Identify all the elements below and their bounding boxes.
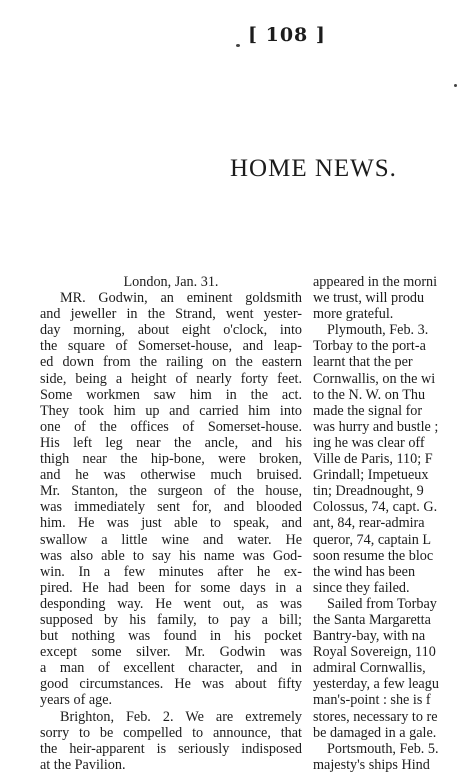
text-line: a man of excellent character, and in [40, 660, 302, 677]
text-line: pired. He had been for some days in a [40, 579, 302, 596]
text-line: good circumstances. He was about fifty [40, 676, 302, 693]
text-line: Grindall; Impetueux [313, 467, 429, 484]
text-line: and jeweller in the Strand, went yester- [40, 306, 302, 323]
text-line: Portsmouth, Feb. 5. [327, 740, 439, 757]
text-line: London, Jan. 31. [123, 274, 219, 290]
text-line: thigh near the hip-bone, were broken, [40, 451, 302, 468]
text-line: Cornwallis, on the wi [313, 370, 436, 387]
text-line: Mr. Stanton, the surgeon of the house, [40, 483, 302, 500]
text-line: learnt that the per [313, 354, 413, 371]
text-line: Royal Sovereign, 110 [313, 644, 436, 661]
text-line: ing he was clear off [313, 434, 425, 451]
text-line: admiral Cornwallis, [313, 660, 426, 677]
text-line: was also able to say his name was God- [40, 547, 302, 564]
text-line: man's-point : she is f [313, 692, 431, 709]
text-line: Some workmen saw him in the act. [40, 386, 302, 403]
text-line: and he was otherwise much bruised. [40, 467, 302, 484]
text-line: was hurry and bustle ; [313, 418, 439, 435]
text-line: appeared in the morni [313, 274, 438, 290]
text-line: the Santa Margaretta [313, 611, 431, 628]
page-heading: HOME NEWS. [230, 155, 397, 182]
text-line: made the signal for [313, 402, 423, 419]
text-line: the heir-apparent is seriously indisposed [40, 740, 302, 757]
text-line: ant, 84, rear-admira [313, 515, 425, 532]
text-line: stores, necessary to re [313, 708, 438, 725]
text-line: tin; Dreadnought, 9 [313, 483, 424, 500]
ink-speck [236, 44, 240, 47]
text-line: Brighton, Feb. 2. We are extremely [60, 708, 302, 725]
text-line: day morning, about eight o'clock, into [40, 322, 302, 339]
text-line: the square of Somerset-house, and leap- [40, 338, 302, 355]
text-line: at the Pavilion. [40, 756, 126, 773]
left-column [40, 274, 302, 773]
text-line: ed down from the railing on the eastern [40, 354, 302, 371]
text-line: him. He was just able to speak, and [40, 515, 302, 532]
text-line: to the N. W. on Thu [313, 386, 426, 403]
text-line: Colossus, 74, capt. G. [313, 499, 438, 516]
text-line: desponding way. He went out, as was [40, 595, 302, 612]
text-line: soon resume the bloc [313, 547, 434, 564]
text-line: sorry to be compelled to announce, that [40, 724, 302, 741]
text-line: Torbay to the port-a [313, 338, 426, 355]
text-line: Sailed from Torbay [327, 595, 437, 612]
text-line: except some silver. Mr. Godwin was [40, 644, 302, 661]
text-line: Ville de Paris, 110; F [313, 451, 433, 468]
text-line: since they failed. [313, 579, 410, 596]
text-line: win. In a few minutes after he ex- [40, 563, 302, 580]
page-number: [ 108 ] [248, 24, 326, 46]
text-line: MR. Godwin, an eminent goldsmith [60, 290, 302, 307]
right-column [313, 274, 460, 773]
text-line: was immediately sent for, and blooded [40, 499, 302, 516]
text-line: be damaged in a gale. [313, 724, 437, 741]
text-line: His left leg near the ancle, and his [40, 434, 302, 451]
text-line: Plymouth, Feb. 3. [327, 322, 429, 339]
ink-speck [454, 84, 457, 87]
text-line: swallow a little wine and water. He [40, 531, 302, 548]
text-line: supposed by his family, to pay a bill; [40, 611, 302, 628]
text-line: more grateful. [313, 306, 394, 323]
text-line: side, being a height of nearly forty feet. [40, 370, 302, 387]
text-line: Bantry-bay, with na [313, 628, 426, 645]
text-line: queror, 74, captain L [313, 531, 432, 548]
text-line: but nothing was found in his pocket [40, 628, 302, 645]
text-line: yesterday, a few leagu [313, 676, 439, 693]
text-line: majesty's ships Hind [313, 756, 430, 773]
text-line: the wind has been [313, 563, 416, 580]
text-line: we trust, will produ [313, 290, 425, 307]
text-line: They took him up and carried him into [40, 402, 302, 419]
text-line: one of the offices of Somerset-house. [40, 418, 302, 435]
text-line: years of age. [40, 692, 113, 709]
